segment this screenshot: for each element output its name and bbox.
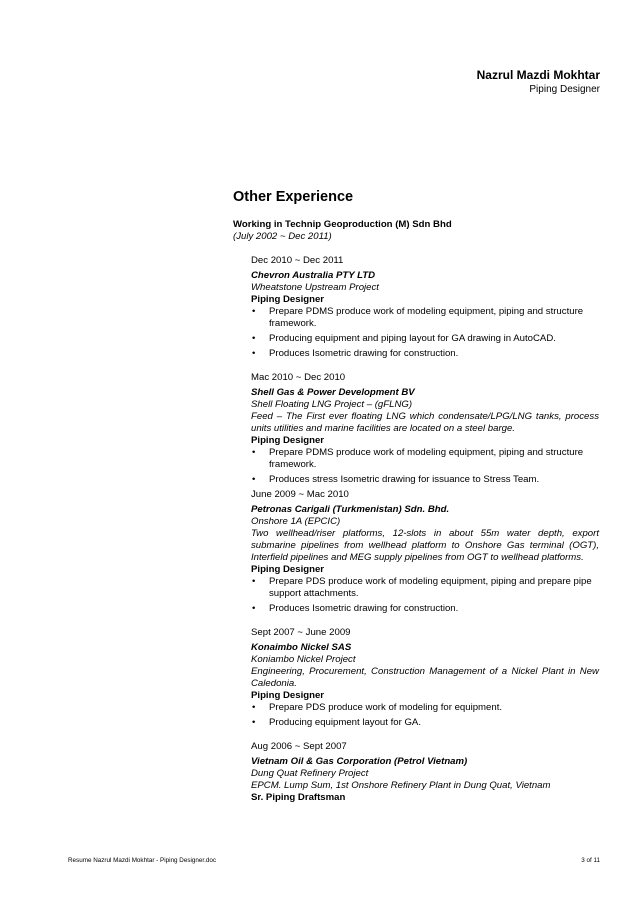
duty-item <box>251 333 599 345</box>
page-header <box>477 68 600 97</box>
project-description: Wheatstone Upstream Project <box>251 282 379 293</box>
footer-document-name: Resume Nazrul Mazdi Mokhtar - Piping Designer.doc <box>68 857 217 864</box>
duty-item <box>251 348 599 360</box>
job-list <box>251 255 599 804</box>
duty-text: Prepare PDS produce work of modeling for equipment. <box>269 702 503 713</box>
duty-text: Prepare PDS produce work of modeling equipment, piping and prepare pipe support attachments. <box>269 576 592 599</box>
job-title: Piping Designer <box>251 690 325 701</box>
client-name: Petronas Carigali (Turkmenistan) Sdn. Bhd. <box>251 504 450 515</box>
duty-text: Producing equipment layout for GA. <box>269 717 421 728</box>
bullet-icon: • <box>252 306 256 317</box>
project-description: Dung Quat Refinery Project <box>251 768 369 779</box>
duty-text: Producing equipment and piping layout for GA drawing in AutoCAD. <box>269 333 556 344</box>
duty-item <box>251 717 599 729</box>
duty-item <box>251 702 599 714</box>
client-name: Chevron Australia PTY LTD <box>251 270 376 281</box>
duty-item <box>251 603 599 615</box>
duty-item <box>251 306 599 330</box>
duty-text: Prepare PDMS produce work of modeling equipment, piping and structure framework. <box>269 306 584 329</box>
duty-list <box>251 306 599 360</box>
project-description: Feed – The First ever floating LNG which condensate/LPG/LNG tanks, process units utilities and marine facilities are located on a steel barge. <box>251 411 599 434</box>
duty-item <box>251 474 599 486</box>
duty-list <box>251 447 599 486</box>
company-period: (July 2002 ~ Dec 2011) <box>233 231 332 242</box>
bullet-icon: • <box>252 447 256 458</box>
duty-item <box>251 576 599 600</box>
bullet-icon: • <box>252 576 256 587</box>
project-description: Two wellhead/riser platforms, 12-slots in about 55m water depth, export submarine pipelines from wellhead platform to Onshore Gas terminal (OGT), Interfield pipelines and MEG supply pipelines from OGT to wellhead platforms. <box>251 528 599 563</box>
duty-text: Prepare PDMS produce work of modeling equipment, piping and structure framework. <box>269 447 584 470</box>
job-period: Aug 2006 ~ Sept 2007 <box>251 741 347 752</box>
job-entry <box>251 489 599 615</box>
job-title: Sr. Piping Draftsman <box>251 792 346 803</box>
bullet-icon: • <box>252 348 256 359</box>
job-entry <box>251 255 599 360</box>
bullet-icon: • <box>252 717 256 728</box>
bullet-icon: • <box>252 474 256 485</box>
client-name: Shell Gas & Power Development BV <box>251 387 415 398</box>
job-entry <box>251 627 599 729</box>
job-period: June 2009 ~ Mac 2010 <box>251 489 349 500</box>
job-period: Sept 2007 ~ June 2009 <box>251 627 351 638</box>
job-entry <box>251 741 599 804</box>
project-description: Shell Floating LNG Project – (gFLNG) <box>251 399 413 410</box>
person-role: Piping Designer <box>529 84 600 95</box>
footer-page-number: 3 of 11 <box>581 857 600 864</box>
project-description: Onshore 1A (EPCIC) <box>251 516 341 527</box>
bullet-icon: • <box>252 603 256 614</box>
bullet-icon: • <box>252 333 256 344</box>
main-content <box>233 188 599 816</box>
job-title: Piping Designer <box>251 435 325 446</box>
project-description: EPCM. Lump Sum, 1st Onshore Refinery Plant in Dung Quat, Vietnam <box>251 780 551 791</box>
job-period: Dec 2010 ~ Dec 2011 <box>251 255 344 266</box>
job-entry <box>251 372 599 486</box>
company-name: Working in Technip Geoproduction (M) Sdn Bhd <box>233 219 452 230</box>
client-name: Vietnam Oil & Gas Corporation (Petrol Vietnam) <box>251 756 468 767</box>
job-title: Piping Designer <box>251 294 325 305</box>
person-name: Nazrul Mazdi Mokhtar <box>476 68 600 82</box>
client-name: Konaimbo Nickel SAS <box>251 642 352 653</box>
section-title: Other Experience <box>233 189 354 205</box>
duty-text: Produces Isometric drawing for construction. <box>269 603 459 614</box>
job-title: Piping Designer <box>251 564 325 575</box>
project-description: Engineering, Procurement, Construction Management of a Nickel Plant in New Caledonia. <box>251 666 599 689</box>
duty-list <box>251 576 599 615</box>
duty-text: Produces Isometric drawing for construction. <box>269 348 459 359</box>
duty-text: Produces stress Isometric drawing for issuance to Stress Team. <box>269 474 540 485</box>
bullet-icon: • <box>252 702 256 713</box>
project-description: Koniambo Nickel Project <box>251 654 356 665</box>
job-period: Mac 2010 ~ Dec 2010 <box>251 372 346 383</box>
duty-list <box>251 702 599 729</box>
duty-item <box>251 447 599 471</box>
